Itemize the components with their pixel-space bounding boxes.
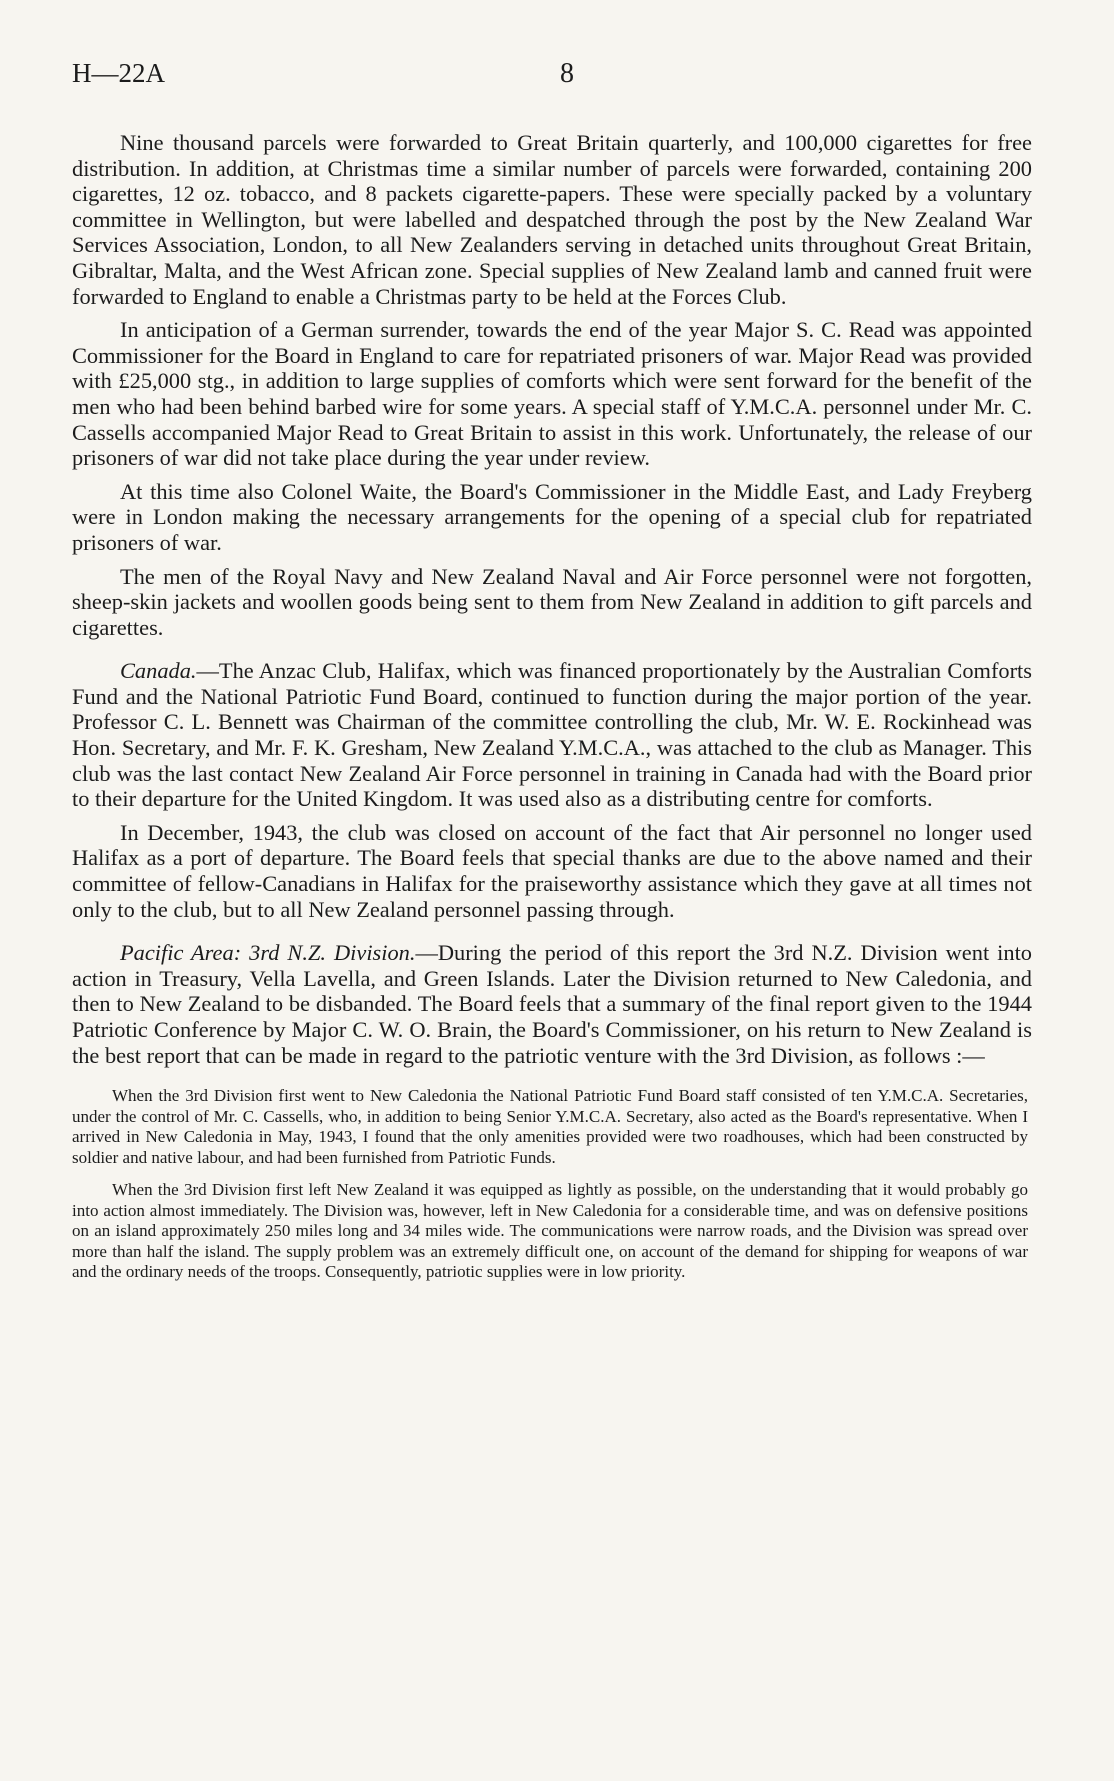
paragraph-prisoners-of-war: In anticipation of a German surrender, towards the end of the year Major S. C. Read was appointed Commissioner for the Board in England to care for repatriated prisoners of war. Major Read was provided with £25,000 stg., in addition to large supplies of comforts which were sent forward for the benefit of the men who had been behind barbed wire for some years. A special staff of Y.M.C.A. personnel under Mr. C. Cassells accompanied Major Read to Great Britain to assist in this work. Unfortunately, the release of our prisoners of war did not take place during the year under review. — [72, 317, 1032, 471]
quote-paragraph: When the 3rd Division first left New Zealand it was equipped as lightly as possible, on the understanding that it would probably go into action almost immediately. The Division was, however, left in New Caledonia for a considerable time, and was on defensive positions on an island approximately 250 miles long and 34 miles wide. The communications were narrow roads, and the Division was spread over more than half the island. The supply problem was an extremely difficult one, on account of the demand for shipping for weapons of war and the ordinary needs of the troops. Consequently, patriotic supplies were in low priority. — [72, 1180, 1028, 1282]
quote-paragraph: When the 3rd Division first went to New Caledonia the National Patriotic Fund Board staff consisted of ten Y.M.C.A. Secretaries, under the control of Mr. C. Cassells, who, in addition to being Senior Y.M.C.A. Secretary, also acted as the Board's representative. When I arrived in New Caledonia in May, 1943, I found that the only amenities provided were two roadhouses, which had been constructed by soldier and native labour, and had been furnished from Patriotic Funds. — [72, 1086, 1028, 1167]
section-heading-pacific: Pacific Area: 3rd N.Z. Division. — [120, 940, 416, 966]
paragraph-halifax-closure: In December, 1943, the club was closed on account of the fact that Air personnel no longer used Halifax as a port of departure. The Board feels that special thanks are due to the above named and their committee of fellow-Canadians in Halifax for the praiseworthy assistance which they gave at all times not only to the club, but to all New Zealand personnel passing through. — [72, 819, 1032, 922]
paragraph-canada: Canada.—The Anzac Club, Halifax, which was financed proportionately by the Australian Comforts Fund and the National Patriotic Fund Board, continued to function during the major portion of the year. Professor C. L. Bennett was Chairman of the committee controlling the club, Mr. W. E. Rockinhead was Hon. Secretary, and Mr. F. K. Gresham, New Zealand Y.M.C.A., was attached to the club as Manager. This club was the last contact New Zealand Air Force personnel in training in Canada had with the Board prior to their departure for the United Kingdom. It was used also as a distributing centre for comforts. — [72, 658, 1032, 812]
document-reference: H—22A — [72, 58, 165, 88]
quoted-report — [72, 1086, 1032, 1283]
body-text — [72, 130, 1032, 1283]
section-heading-canada: Canada. — [120, 658, 197, 684]
paragraph-london-club: At this time also Colonel Waite, the Board's Commissioner in the Middle East, and Lady Freyberg were in London making the necessary arrangements for the opening of a special club for repatriated prisoners of war. — [72, 478, 1032, 555]
paragraph-pacific-area: Pacific Area: 3rd N.Z. Division.—During the period of this report the 3rd N.Z. Division went into action in Treasury, Vella Lavella, and Green Islands. Later the Division returned to New Caledonia, and then to New Zealand to be disbanded. The Board feels that a summary of the final report given to the 1944 Patriotic Conference by Major C. W. O. Brain, the Board's Commissioner, on his return to New Zealand is the best report that can be made in regard to the patriotic venture with the 3rd Division, as follows :— — [72, 940, 1032, 1068]
page-number: 8 — [560, 58, 574, 89]
document-page — [72, 58, 1032, 1295]
paragraph-royal-navy: The men of the Royal Navy and New Zealand Naval and Air Force personnel were not forgotten, sheep-skin jackets and woollen goods being sent to them from New Zealand in addition to gift parcels and cigarettes. — [72, 563, 1032, 640]
paragraph-parcels: Nine thousand parcels were forwarded to Great Britain quarterly, and 100,000 cigarettes for free distribution. In addition, at Christmas time a similar number of parcels were forwarded, containing 200 cigarettes, 12 oz. tobacco, and 8 packets cigarette-papers. These were specially packed by a voluntary committee in Wellington, but were labelled and despatched through the post by the New Zealand War Services Association, London, to all New Zealanders serving in detached units throughout Great Britain, Gibraltar, Malta, and the West African zone. Special supplies of New Zealand lamb and canned fruit were forwarded to England to enable a Christmas party to be held at the Forces Club. — [72, 130, 1032, 309]
page-header — [72, 58, 1032, 102]
